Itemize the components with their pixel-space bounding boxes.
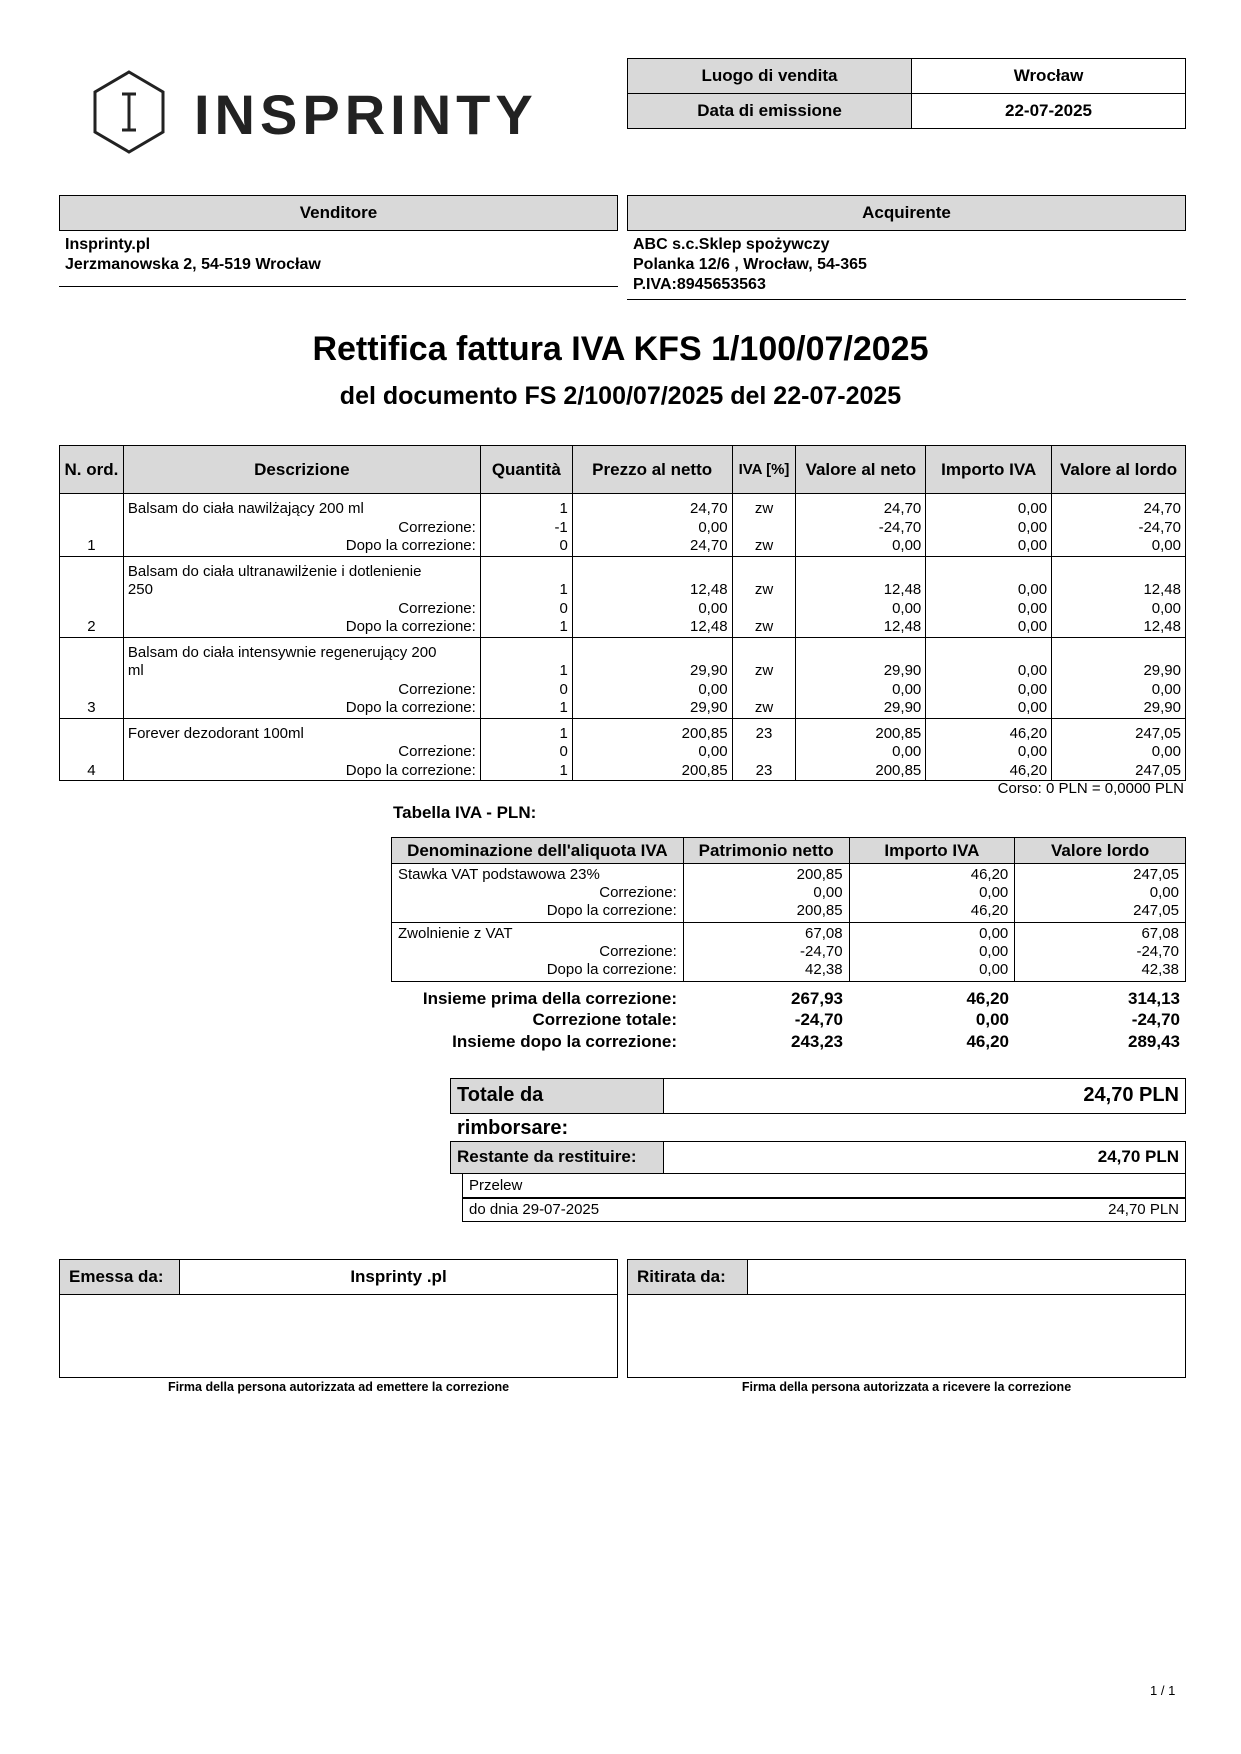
seller-header: Venditore — [59, 195, 618, 231]
refund-total-value: 24,70 PLN — [1083, 1084, 1179, 1106]
refund-total-label: Totale da rimborsare: — [451, 1079, 664, 1113]
vat-rate-name: Stawka VAT podstawowa 23% Correzione: Dopo la correzione: — [392, 864, 684, 923]
exchange-rate: Corso: 0 PLN = 0,0000 PLN — [997, 780, 1184, 797]
vat-gross: 247,05 0,00 247,05 — [1015, 864, 1186, 923]
row-net-price: 29,90 0,00 29,90 — [572, 637, 732, 718]
issued-by-caption: Firma della persona autorizzata ad emettere la correzione — [167, 1380, 510, 1394]
document-subtitle: del documento FS 2/100/07/2025 del 22-07-2025 — [339, 382, 902, 410]
vat-net: 200,85 0,00 200,85 — [683, 864, 849, 923]
row-net-value: 24,70 -24,70 0,00 — [796, 494, 926, 557]
row-gross-value: 24,70 -24,70 0,00 — [1052, 494, 1186, 557]
row-gross-value: 29,90 0,00 29,90 — [1052, 637, 1186, 718]
totals-after-row: Insieme dopo la correzione: 243,23 46,20 289,43 — [452, 1031, 1180, 1051]
row-net-price: 24,70 0,00 24,70 — [572, 494, 732, 557]
issued-by-header — [59, 1259, 618, 1295]
row-vat-amount: 0,00 0,00 0,00 — [926, 556, 1052, 637]
vat-rate-name: Zwolnienie z VAT Correzione: Dopo la correzione: — [392, 923, 684, 982]
issued-by-label: Emessa da: — [60, 1260, 180, 1294]
received-by-label: Ritirata da: — [628, 1260, 748, 1294]
row-net-price: 200,85 0,00 200,85 — [572, 718, 732, 781]
issued-by-value: Insprinty .pl — [350, 1267, 447, 1286]
seller-section — [59, 195, 618, 287]
seller-name: Insprinty.pl — [65, 236, 151, 253]
row-vat-rate: zw zw — [732, 494, 796, 557]
row-net-price: 12,48 0,00 12,48 — [572, 556, 732, 637]
issue-date-value: 22-07-2025 — [912, 94, 1186, 129]
payment-due-amount: 24,70 PLN — [1108, 1201, 1179, 1218]
payment-due-row — [462, 1198, 1186, 1222]
col-header-vat-amount: Importo IVA — [926, 446, 1052, 494]
row-description: Balsam do ciała nawilżający 200 ml Correzione: Dopo la correzione: — [123, 494, 480, 557]
payment-due-date: do dnia 29-07-2025 — [469, 1201, 600, 1218]
table-row — [392, 923, 1186, 982]
invoice-meta-table — [627, 58, 1186, 129]
buyer-header: Acquirente — [627, 195, 1186, 231]
row-net-value: 29,90 0,00 29,90 — [796, 637, 926, 718]
table-row — [60, 718, 1186, 781]
row-description: Balsam do ciała ultranawilżenie i dotlenienie 250 Correzione: Dopo la correzione: — [123, 556, 480, 637]
vat-col-rate-name: Denominazione dell'aliquota IVA — [392, 838, 684, 864]
row-vat-amount: 0,00 0,00 0,00 — [926, 637, 1052, 718]
totals-before-row: Insieme prima della correzione: 267,93 46,20 314,13 — [422, 988, 1180, 1008]
seller-address: Jerzmanowska 2, 54-519 Wrocław — [65, 256, 321, 273]
received-by-signature-area[interactable] — [627, 1295, 1186, 1378]
buyer-vat-id: P.IVA:8945653563 — [633, 276, 766, 293]
received-by-caption: Firma della persona autorizzata a ricevere la correzione — [741, 1380, 1072, 1394]
row-quantity: 1 0 1 — [480, 637, 572, 718]
payment-method-row — [462, 1173, 1186, 1198]
issue-date-label: Data di emissione — [628, 94, 912, 129]
payment-method: Przelew — [469, 1177, 523, 1194]
col-header-net-price: Prezzo al netto — [572, 446, 732, 494]
table-row — [392, 864, 1186, 923]
remaining-label: Restante da restituire: — [451, 1142, 664, 1173]
row-description: Balsam do ciała intensywnie regenerujący 200 ml Correzione: Dopo la correzione: — [123, 637, 480, 718]
row-number: 1 — [60, 494, 124, 557]
row-gross-value: 12,48 0,00 12,48 — [1052, 556, 1186, 637]
vat-header-row — [392, 838, 1186, 864]
remaining-box — [450, 1141, 1186, 1174]
row-net-value: 200,85 0,00 200,85 — [796, 718, 926, 781]
vat-table-title: Tabella IVA - PLN: — [393, 803, 537, 822]
vat-totals — [391, 988, 1186, 1053]
logo-wordmark: INSPRINTY — [194, 83, 538, 146]
vat-col-tax: Importo IVA — [849, 838, 1015, 864]
seller-details — [59, 231, 618, 287]
table-row — [60, 494, 1186, 557]
col-header-vat-rate: IVA [%] — [732, 446, 796, 494]
row-vat-rate: 23 23 — [732, 718, 796, 781]
buyer-details — [627, 231, 1186, 300]
col-header-quantity: Quantità — [480, 446, 572, 494]
issued-by-signature-area[interactable] — [59, 1295, 618, 1378]
vat-tax: 0,00 0,00 0,00 — [849, 923, 1015, 982]
row-number: 2 — [60, 556, 124, 637]
row-net-value: 12,48 0,00 12,48 — [796, 556, 926, 637]
page-number: 1 / 1 — [1150, 1683, 1176, 1698]
vat-gross: 67,08 -24,70 42,38 — [1015, 923, 1186, 982]
received-by-header — [627, 1259, 1186, 1295]
vat-table — [391, 837, 1186, 982]
row-quantity: 1 -1 0 — [480, 494, 572, 557]
received-by-section — [627, 1259, 1186, 1394]
vat-col-net: Patrimonio netto — [683, 838, 849, 864]
col-header-gross-value: Valore al lordo — [1052, 446, 1186, 494]
row-gross-value: 247,05 0,00 247,05 — [1052, 718, 1186, 781]
row-vat-amount: 0,00 0,00 0,00 — [926, 494, 1052, 557]
buyer-name: ABC s.c.Sklep spożywczy — [633, 236, 830, 253]
buyer-section — [627, 195, 1186, 300]
place-of-sale-value: Wrocław — [912, 59, 1186, 94]
row-quantity: 1 0 1 — [480, 718, 572, 781]
row-quantity: 1 0 1 — [480, 556, 572, 637]
company-logo — [92, 70, 542, 160]
col-header-net-value: Valore al neto — [796, 446, 926, 494]
row-description: Forever dezodorant 100ml Correzione: Dopo la correzione: — [123, 718, 480, 781]
row-number: 3 — [60, 637, 124, 718]
col-header-description: Descrizione — [123, 446, 480, 494]
document-title: Rettifica fattura IVA KFS 1/100/07/2025 — [312, 330, 929, 368]
received-by-value — [748, 1260, 1185, 1294]
issued-by-section — [59, 1259, 618, 1394]
remaining-value: 24,70 PLN — [1097, 1147, 1179, 1166]
buyer-address: Polanka 12/6 , Wrocław, 54-365 — [633, 256, 867, 273]
table-row — [60, 637, 1186, 718]
table-row — [60, 556, 1186, 637]
col-header-no: N. ord. — [60, 446, 124, 494]
row-number: 4 — [60, 718, 124, 781]
vat-net: 67,08 -24,70 42,38 — [683, 923, 849, 982]
refund-total-box — [450, 1078, 1186, 1139]
items-header-row — [60, 446, 1186, 494]
vat-tax: 46,20 0,00 46,20 — [849, 864, 1015, 923]
items-table — [59, 445, 1186, 781]
row-vat-amount: 46,20 0,00 46,20 — [926, 718, 1052, 781]
place-of-sale-label: Luogo di vendita — [628, 59, 912, 94]
totals-correction-row: Correzione totale: -24,70 0,00 -24,70 — [532, 1010, 1180, 1030]
row-vat-rate: zw zw — [732, 637, 796, 718]
row-vat-rate: zw zw — [732, 556, 796, 637]
vat-col-gross: Valore lordo — [1015, 838, 1186, 864]
